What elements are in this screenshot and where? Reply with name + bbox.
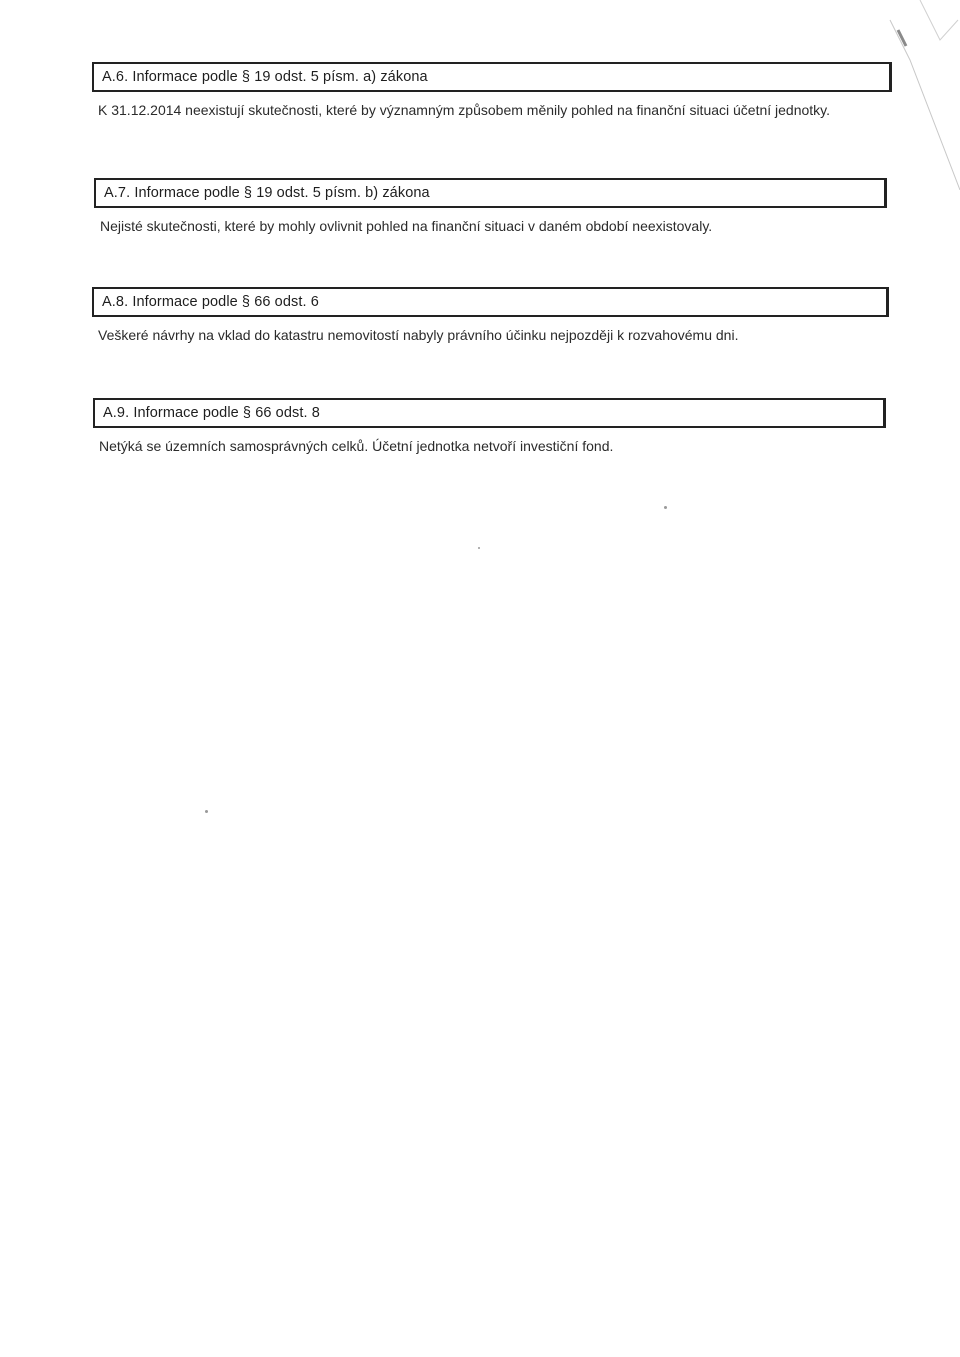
section-a8	[92, 287, 892, 343]
scan-speck	[664, 506, 667, 509]
scan-speck	[205, 810, 208, 813]
section-text: K 31.12.2014 neexistují skutečnosti, které by významným způsobem měnily pohled na finanční situaci účetní jednotky.	[98, 102, 831, 118]
section-text: Veškeré návrhy na vklad do katastru nemovitostí nabyly právního účinku nejpozději k rozvahovému dni.	[98, 327, 739, 343]
section-heading: A.8. Informace podle § 66 odst. 6	[92, 287, 889, 317]
scan-speck	[478, 547, 480, 549]
section-a7	[94, 178, 894, 234]
section-text: Nejisté skutečnosti, které by mohly ovlivnit pohled na finanční situaci v daném období neexistovaly.	[100, 218, 713, 234]
section-heading: A.6. Informace podle § 19 odst. 5 písm. a) zákona	[92, 62, 892, 92]
section-heading: A.9. Informace podle § 66 odst. 8	[93, 398, 886, 428]
section-text: Netýká se územních samosprávných celků. Účetní jednotka netvoří investiční fond.	[99, 438, 614, 454]
section-a9	[93, 398, 893, 454]
section-a6	[92, 62, 892, 118]
section-heading: A.7. Informace podle § 19 odst. 5 písm. b) zákona	[94, 178, 887, 208]
